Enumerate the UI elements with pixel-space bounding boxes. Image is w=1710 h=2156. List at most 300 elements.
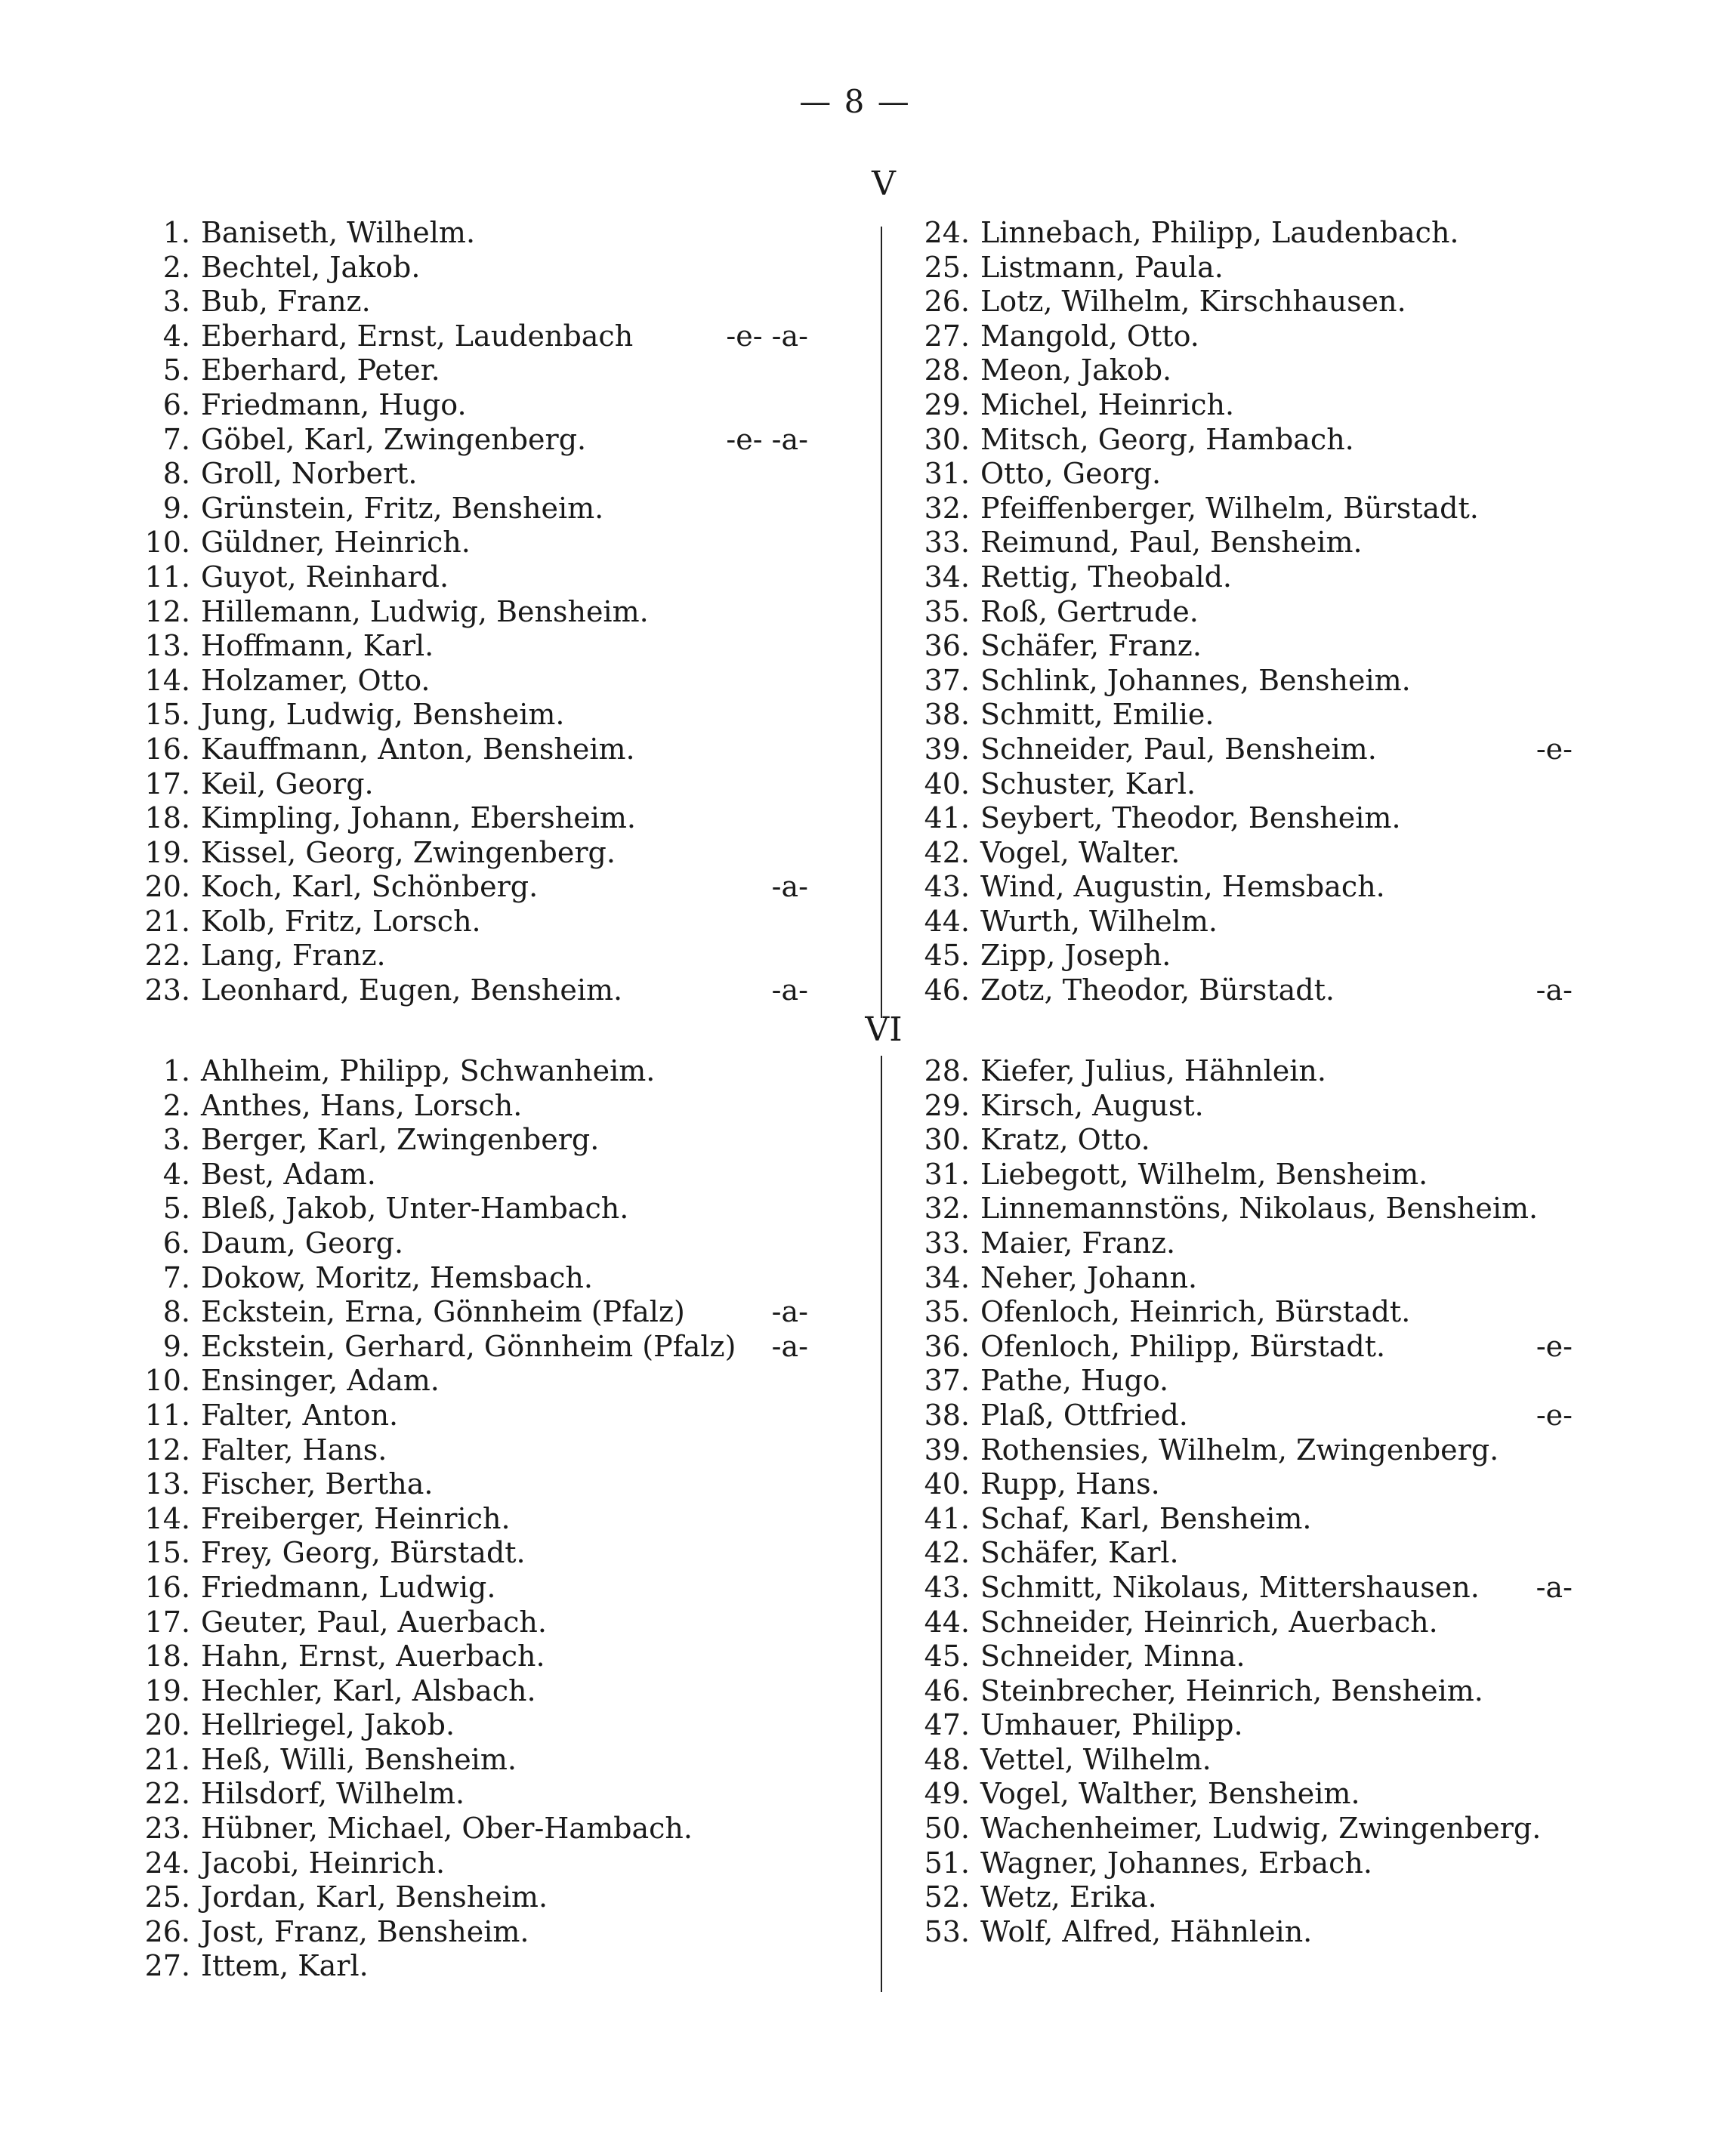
list-item <box>923 905 1573 939</box>
entry-number: 34. <box>924 560 970 594</box>
entry-name: Rupp, Hans. <box>980 1467 1160 1501</box>
list-item <box>144 1777 808 1812</box>
entry-name: Koch, Karl, Schönberg. <box>201 870 539 904</box>
entry-number: 35. <box>924 594 970 628</box>
entry-number: 43. <box>924 1570 970 1604</box>
entry-number: 19. <box>144 835 190 869</box>
entry-name: Plaß, Ottfried. <box>980 1398 1188 1432</box>
entry-name: Maier, Franz. <box>980 1226 1176 1260</box>
entry-name: Mitsch, Georg, Hambach. <box>980 422 1354 456</box>
entry-name: Wind, Augustin, Hemsbach. <box>980 870 1385 904</box>
entry-name: Mangold, Otto. <box>980 319 1199 353</box>
entry-number: 45. <box>924 939 970 973</box>
entry-name: Hahn, Ernst, Auerbach. <box>201 1639 545 1673</box>
entry-name: Wurth, Wilhelm. <box>980 904 1218 938</box>
list-item <box>923 457 1573 492</box>
list-item <box>144 1261 808 1296</box>
entry-mark: -a- <box>771 973 808 1007</box>
entry-number: 18. <box>144 1639 190 1673</box>
list-item <box>923 388 1573 423</box>
list-item <box>923 836 1573 871</box>
entry-name: Fischer, Bertha. <box>201 1467 434 1501</box>
entry-number: 15. <box>144 698 190 732</box>
list-item <box>144 353 808 388</box>
list-item <box>923 733 1573 767</box>
entry-name: Meon, Jakob. <box>980 353 1172 387</box>
list-item <box>923 1846 1573 1881</box>
list-item <box>144 1054 808 1089</box>
entry-name: Hillemann, Ludwig, Bensheim. <box>201 594 649 628</box>
list-item <box>144 1880 808 1915</box>
entry-name: Kirsch, August. <box>980 1088 1204 1122</box>
entry-name: Zipp, Joseph. <box>980 939 1171 973</box>
list-item <box>144 905 808 939</box>
list-item <box>144 973 808 1008</box>
entry-number: 26. <box>924 285 970 319</box>
page-number: — 8 — <box>799 83 911 120</box>
entry-name: Vogel, Walther, Bensheim. <box>980 1777 1360 1811</box>
entry-number: 15. <box>144 1536 190 1570</box>
list-item <box>923 319 1573 354</box>
entry-number: 25. <box>924 250 970 284</box>
entry-number: 42. <box>924 1536 970 1570</box>
entry-number: 35. <box>924 1295 970 1329</box>
entry-name: Holzamer, Otto. <box>201 663 431 697</box>
list-item <box>144 526 808 560</box>
entry-name: Eberhard, Ernst, Laudenbach <box>201 319 634 353</box>
entry-number: 44. <box>924 1605 970 1639</box>
entry-name: Seybert, Theodor, Bensheim. <box>980 801 1401 835</box>
entry-name: Hilsdorf, Wilhelm. <box>201 1777 465 1811</box>
list-item <box>144 216 808 251</box>
section-heading-vi: VI <box>865 1010 903 1049</box>
entry-name: Steinbrecher, Heinrich, Bensheim. <box>980 1673 1483 1707</box>
list-item <box>923 1330 1573 1365</box>
entry-number: 31. <box>924 1157 970 1191</box>
list-item <box>923 1536 1573 1571</box>
list-item <box>923 1054 1573 1089</box>
entry-number: 16. <box>144 732 190 766</box>
entry-number: 2. <box>162 250 190 284</box>
entry-number: 21. <box>144 1742 190 1776</box>
list-item <box>923 1639 1573 1674</box>
entry-number: 21. <box>144 904 190 938</box>
entry-number: 2. <box>162 1088 190 1122</box>
entry-name: Rettig, Theobald. <box>980 560 1233 594</box>
list-item <box>923 251 1573 285</box>
entry-number: 36. <box>924 1329 970 1363</box>
entry-number: 29. <box>924 1088 970 1122</box>
entry-name: Ahlheim, Philipp, Schwanheim. <box>201 1054 656 1087</box>
entry-number: 42. <box>924 835 970 869</box>
entry-number: 33. <box>924 1226 970 1260</box>
entry-name: Best, Adam. <box>201 1157 376 1191</box>
list-item <box>144 1846 808 1881</box>
entry-number: 53. <box>924 1914 970 1948</box>
entry-number: 26. <box>144 1914 190 1948</box>
entry-number: 13. <box>144 1467 190 1501</box>
list-item <box>144 698 808 733</box>
entry-number: 22. <box>144 939 190 973</box>
list-item <box>144 285 808 319</box>
entry-name: Liebegott, Wilhelm, Bensheim. <box>980 1157 1428 1191</box>
list-item <box>923 595 1573 630</box>
list-item <box>923 492 1573 526</box>
list-item <box>144 1158 808 1192</box>
list-item <box>923 1192 1573 1226</box>
list-item <box>923 1226 1573 1261</box>
entry-name: Jacobi, Heinrich. <box>201 1846 446 1880</box>
entry-number: 1. <box>162 1054 190 1087</box>
entry-number: 16. <box>144 1570 190 1604</box>
entry-number: 10. <box>144 526 190 560</box>
entry-mark: -a- <box>1536 973 1573 1007</box>
list-item <box>923 1708 1573 1743</box>
list-item <box>923 285 1573 319</box>
entry-name: Schmitt, Emilie. <box>980 698 1215 732</box>
entry-name: Wetz, Erika. <box>980 1880 1157 1914</box>
entry-number: 46. <box>924 973 970 1007</box>
column-divider-v <box>881 227 882 1018</box>
list-item <box>144 836 808 871</box>
entry-name: Güldner, Heinrich. <box>201 526 471 560</box>
entry-number: 10. <box>144 1364 190 1398</box>
entry-name: Hoffmann, Karl. <box>201 629 434 663</box>
entry-number: 19. <box>144 1673 190 1707</box>
entry-name: Kratz, Otto. <box>980 1123 1150 1157</box>
entry-number: 32. <box>924 1192 970 1226</box>
entry-number: 9. <box>162 491 190 525</box>
entry-name: Reimund, Paul, Bensheim. <box>980 526 1363 560</box>
list-item <box>923 1915 1573 1950</box>
entry-number: 11. <box>144 560 190 594</box>
list-item <box>144 1639 808 1674</box>
list-item <box>144 870 808 905</box>
entry-mark: -a- <box>1536 1570 1573 1604</box>
entry-number: 23. <box>144 1812 190 1846</box>
list-item <box>144 388 808 423</box>
entry-name: Kimpling, Johann, Ebersheim. <box>201 801 636 835</box>
entry-name: Zotz, Theodor, Bürstadt. <box>980 973 1335 1007</box>
entry-mark: -a- <box>771 1295 808 1329</box>
list-item <box>923 1743 1573 1778</box>
list-item <box>144 457 808 492</box>
class-v-left-list <box>144 216 808 1008</box>
entry-name: Eckstein, Erna, Gönnheim (Pfalz) <box>201 1295 685 1329</box>
list-item <box>144 1812 808 1846</box>
entry-number: 1. <box>162 216 190 249</box>
list-item <box>144 1915 808 1950</box>
entry-name: Schuster, Karl. <box>980 766 1196 800</box>
list-item <box>144 1295 808 1330</box>
list-item <box>923 1467 1573 1502</box>
entry-name: Schneider, Paul, Bensheim. <box>980 732 1377 766</box>
entry-number: 17. <box>144 766 190 800</box>
entry-name: Linnebach, Philipp, Laudenbach. <box>980 216 1459 249</box>
list-item <box>144 560 808 595</box>
list-item <box>923 353 1573 388</box>
entry-mark: -e- -a- <box>726 422 808 456</box>
entry-mark: -e- -a- <box>726 319 808 353</box>
entry-name: Schaf, Karl, Bensheim. <box>980 1501 1312 1535</box>
entry-number: 6. <box>162 387 190 421</box>
entry-mark: -a- <box>771 870 808 904</box>
entry-name: Listmann, Paula. <box>980 250 1224 284</box>
entry-number: 14. <box>144 663 190 697</box>
entry-number: 45. <box>924 1639 970 1673</box>
entry-number: 38. <box>924 1398 970 1432</box>
entry-name: Eckstein, Gerhard, Gönnheim (Pfalz) <box>201 1329 736 1363</box>
list-item <box>923 664 1573 699</box>
entry-name: Vettel, Wilhelm. <box>980 1742 1212 1776</box>
list-item <box>144 423 808 458</box>
entry-name: Hechler, Karl, Alsbach. <box>201 1673 536 1707</box>
entry-number: 27. <box>924 319 970 353</box>
entry-number: 8. <box>162 457 190 491</box>
entry-number: 7. <box>162 422 190 456</box>
list-item <box>144 319 808 354</box>
entry-mark: -a- <box>771 1329 808 1363</box>
list-item <box>144 1743 808 1778</box>
entry-name: Pfeiffenberger, Wilhelm, Bürstadt. <box>980 491 1479 525</box>
list-item <box>144 1467 808 1502</box>
entry-name: Keil, Georg. <box>201 766 374 800</box>
entry-name: Guyot, Reinhard. <box>201 560 449 594</box>
entry-name: Schneider, Minna. <box>980 1639 1245 1673</box>
list-item <box>923 1812 1573 1846</box>
entry-number: 13. <box>144 629 190 663</box>
entry-number: 40. <box>924 766 970 800</box>
entry-name: Wagner, Johannes, Erbach. <box>980 1846 1372 1880</box>
entry-name: Groll, Norbert. <box>201 457 418 491</box>
entry-mark: -e- <box>1536 732 1573 766</box>
entry-name: Roß, Gertrude. <box>980 594 1199 628</box>
entry-name: Frey, Georg, Bürstadt. <box>201 1536 526 1570</box>
entry-number: 43. <box>924 870 970 904</box>
list-item <box>923 1261 1573 1296</box>
entry-name: Schäfer, Karl. <box>980 1536 1179 1570</box>
entry-mark: -e- <box>1536 1329 1573 1363</box>
list-item <box>923 1158 1573 1192</box>
list-item <box>144 664 808 699</box>
entry-number: 37. <box>924 1364 970 1398</box>
list-item <box>144 251 808 285</box>
entry-name: Göbel, Karl, Zwingenberg. <box>201 422 587 456</box>
entry-name: Friedmann, Ludwig. <box>201 1570 496 1604</box>
entry-number: 39. <box>924 732 970 766</box>
entry-name: Kolb, Fritz, Lorsch. <box>201 904 481 938</box>
list-item <box>144 1399 808 1433</box>
entry-name: Schmitt, Nikolaus, Mittershausen. <box>980 1570 1480 1604</box>
entry-name: Heß, Willi, Bensheim. <box>201 1742 517 1776</box>
entry-name: Michel, Heinrich. <box>980 387 1235 421</box>
list-item <box>923 1502 1573 1537</box>
entry-number: 6. <box>162 1226 190 1260</box>
class-v-right-list <box>923 216 1573 1008</box>
entry-number: 41. <box>924 1501 970 1535</box>
list-item <box>923 1433 1573 1468</box>
entry-name: Pathe, Hugo. <box>980 1364 1169 1398</box>
list-item <box>923 1089 1573 1124</box>
list-item <box>144 1226 808 1261</box>
list-item <box>144 1192 808 1226</box>
list-item <box>923 1364 1573 1399</box>
entry-name: Bechtel, Jakob. <box>201 250 421 284</box>
entry-number: 44. <box>924 904 970 938</box>
entry-number: 47. <box>924 1708 970 1742</box>
list-item <box>144 1605 808 1640</box>
entry-number: 51. <box>924 1846 970 1880</box>
entry-number: 14. <box>144 1501 190 1535</box>
list-item <box>923 629 1573 664</box>
entry-number: 29. <box>924 387 970 421</box>
entry-name: Freiberger, Heinrich. <box>201 1501 511 1535</box>
entry-name: Geuter, Paul, Auerbach. <box>201 1605 547 1639</box>
entry-name: Jung, Ludwig, Bensheim. <box>201 698 565 732</box>
entry-name: Hellriegel, Jakob. <box>201 1708 455 1742</box>
entry-number: 20. <box>144 1708 190 1742</box>
list-item <box>923 1399 1573 1433</box>
entry-number: 5. <box>162 353 190 387</box>
list-item <box>923 767 1573 802</box>
entry-number: 50. <box>924 1812 970 1846</box>
entry-name: Otto, Georg. <box>980 457 1162 491</box>
entry-name: Leonhard, Eugen, Bensheim. <box>201 973 623 1007</box>
entry-number: 36. <box>924 629 970 663</box>
entry-name: Rothensies, Wilhelm, Zwingenberg. <box>980 1433 1499 1467</box>
entry-name: Bleß, Jakob, Unter-Hambach. <box>201 1192 629 1226</box>
list-item <box>144 1949 808 1984</box>
entry-number: 23. <box>144 973 190 1007</box>
entry-number: 34. <box>924 1260 970 1294</box>
entry-number: 40. <box>924 1467 970 1501</box>
list-item <box>923 1605 1573 1640</box>
list-item <box>923 216 1573 251</box>
entry-name: Falter, Hans. <box>201 1433 387 1467</box>
entry-number: 8. <box>162 1295 190 1329</box>
entry-number: 52. <box>924 1880 970 1914</box>
entry-number: 25. <box>144 1880 190 1914</box>
entry-number: 33. <box>924 526 970 560</box>
list-item <box>144 1571 808 1605</box>
entry-name: Ofenloch, Heinrich, Bürstadt. <box>980 1295 1411 1329</box>
entry-number: 28. <box>924 1054 970 1087</box>
entry-number: 38. <box>924 698 970 732</box>
entry-name: Schlink, Johannes, Bensheim. <box>980 663 1411 697</box>
section-heading-v: V <box>872 165 896 203</box>
entry-number: 46. <box>924 1673 970 1707</box>
entry-number: 30. <box>924 422 970 456</box>
list-item <box>144 1123 808 1158</box>
list-item <box>144 1089 808 1124</box>
list-item <box>923 698 1573 733</box>
entry-number: 7. <box>162 1260 190 1294</box>
class-vi-left-list <box>144 1054 808 1984</box>
list-item <box>144 1536 808 1571</box>
entry-name: Dokow, Moritz, Hemsbach. <box>201 1260 593 1294</box>
entry-number: 31. <box>924 457 970 491</box>
entry-number: 49. <box>924 1777 970 1811</box>
entry-number: 48. <box>924 1742 970 1776</box>
entry-name: Wolf, Alfred, Hähnlein. <box>980 1914 1313 1948</box>
entry-number: 27. <box>144 1949 190 1983</box>
list-item <box>144 1502 808 1537</box>
entry-number: 30. <box>924 1123 970 1157</box>
entry-number: 24. <box>144 1846 190 1880</box>
entry-number: 32. <box>924 491 970 525</box>
entry-name: Linnemannstöns, Nikolaus, Bensheim. <box>980 1192 1539 1226</box>
list-item <box>144 733 808 767</box>
entry-number: 12. <box>144 594 190 628</box>
list-item <box>144 1364 808 1399</box>
entry-number: 41. <box>924 801 970 835</box>
list-item <box>144 1708 808 1743</box>
entry-name: Kiefer, Julius, Hähnlein. <box>980 1054 1326 1087</box>
entry-name: Jost, Franz, Bensheim. <box>201 1914 529 1948</box>
entry-number: 3. <box>162 1123 190 1157</box>
entry-number: 9. <box>162 1329 190 1363</box>
entry-number: 11. <box>144 1398 190 1432</box>
list-item <box>144 492 808 526</box>
entry-number: 4. <box>162 319 190 353</box>
list-item <box>144 767 808 802</box>
entry-number: 37. <box>924 663 970 697</box>
list-item <box>923 973 1573 1008</box>
list-item <box>923 1295 1573 1330</box>
entry-name: Vogel, Walter. <box>980 835 1181 869</box>
entry-name: Ofenloch, Philipp, Bürstadt. <box>980 1329 1386 1363</box>
entry-number: 5. <box>162 1192 190 1226</box>
list-item <box>923 1123 1573 1158</box>
list-item <box>144 629 808 664</box>
entry-name: Kissel, Georg, Zwingenberg. <box>201 835 616 869</box>
entry-name: Falter, Anton. <box>201 1398 399 1432</box>
list-item <box>923 1777 1573 1812</box>
entry-name: Eberhard, Peter. <box>201 353 440 387</box>
entry-name: Lotz, Wilhelm, Kirschhausen. <box>980 285 1406 319</box>
list-item <box>923 1571 1573 1605</box>
entry-mark: -e- <box>1536 1398 1573 1432</box>
entry-name: Wachenheimer, Ludwig, Zwingenberg. <box>980 1812 1542 1846</box>
entry-name: Berger, Karl, Zwingenberg. <box>201 1123 600 1157</box>
entry-number: 12. <box>144 1433 190 1467</box>
list-item <box>144 595 808 630</box>
entry-number: 22. <box>144 1777 190 1811</box>
class-vi-right-list <box>923 1054 1573 1949</box>
entry-number: 28. <box>924 353 970 387</box>
list-item <box>144 801 808 836</box>
entry-name: Baniseth, Wilhelm. <box>201 216 476 249</box>
entry-name: Anthes, Hans, Lorsch. <box>201 1088 523 1122</box>
entry-number: 17. <box>144 1605 190 1639</box>
column-divider-vi <box>881 1056 882 1992</box>
entry-number: 18. <box>144 801 190 835</box>
entry-name: Schneider, Heinrich, Auerbach. <box>980 1605 1438 1639</box>
list-item <box>144 939 808 973</box>
entry-name: Lang, Franz. <box>201 939 386 973</box>
entry-name: Bub, Franz. <box>201 285 371 319</box>
list-item <box>923 1880 1573 1915</box>
list-item <box>144 1433 808 1468</box>
entry-name: Ittem, Karl. <box>201 1949 369 1983</box>
entry-number: 39. <box>924 1433 970 1467</box>
list-item <box>923 870 1573 905</box>
list-item <box>923 560 1573 595</box>
entry-name: Friedmann, Hugo. <box>201 387 467 421</box>
entry-name: Neher, Johann. <box>980 1260 1198 1294</box>
entry-name: Hübner, Michael, Ober-Hambach. <box>201 1812 693 1846</box>
list-item <box>144 1674 808 1709</box>
